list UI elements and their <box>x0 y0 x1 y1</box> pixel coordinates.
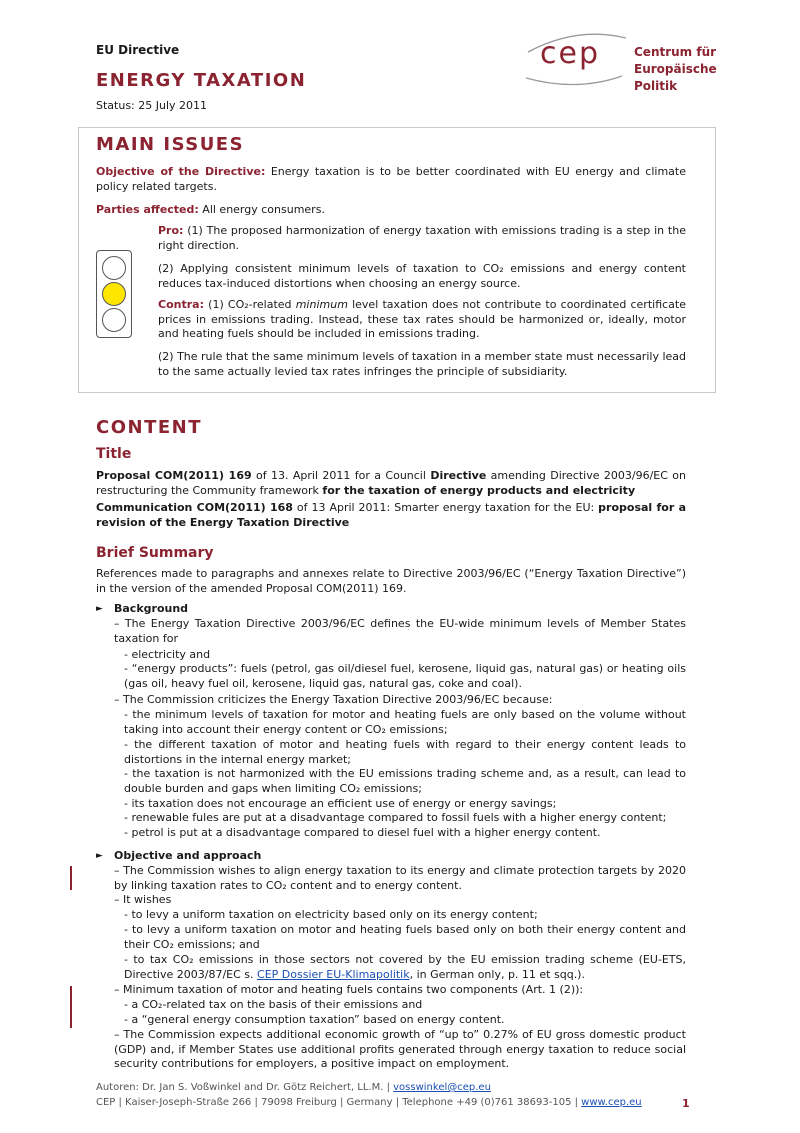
cep-logo <box>522 28 762 93</box>
objective-subitem-2c-text-b: , in German only, p. 11 et sqq.). <box>409 967 585 981</box>
document-status: Status: 25 July 2011 <box>96 99 208 112</box>
objective-item-4: – The Commission expects additional economic growth of “up to” 0.27% of EU gross domestic product (GDP) and, if Member States use additional profits generated through energy taxation to reduce social security contributions for employers, a positive impact on employment. <box>114 1028 686 1070</box>
objective-subitem-2b: - to levy a uniform taxation on motor and heating fuels based only on both their energy content and their CO₂ emissions; and <box>124 923 686 951</box>
parties-text: All energy consumers. <box>198 203 325 216</box>
objective-subitem-3b: - a “general energy consumption taxation” based on energy content. <box>124 1013 505 1026</box>
contra-text-1a: (1) CO₂-related <box>203 298 296 311</box>
logo-text <box>634 44 762 95</box>
objective-approach-heading: Objective and approach <box>114 849 262 862</box>
communication-bold: proposal for a revision of the Energy Taxation Directive <box>96 501 686 529</box>
objective-paragraph <box>96 165 686 194</box>
contra-paragraph-2: (2) The rule that the same minimum levels of taxation in a member state must necessarily lead to the same actually levied tax rates infringes the principle of subsidiarity. <box>158 350 686 378</box>
background-subitem-1b: - “energy products”: fuels (petrol, gas oil/diesel fuel, kerosene, liquid gas, natural gas) or heating oils (gas oil, heavy fuel oil, kerosene, liquid gas, natural gas, coke and coal). <box>124 662 686 690</box>
traffic-light-icon <box>96 250 132 338</box>
footer-authors <box>96 1082 491 1093</box>
change-marker <box>70 866 72 890</box>
title-heading: Title <box>96 446 132 462</box>
logo-line-2: Europäische Politik <box>634 62 717 93</box>
background-item-1: – The Energy Taxation Directive 2003/96/EC defines the EU-wide minimum levels of Member States taxation for <box>114 617 686 645</box>
pro-text-1: (1) The proposed harmonization of energy taxation with emissions trading is a step in the right direction. <box>158 224 686 252</box>
background-heading: Background <box>114 602 189 615</box>
document-title: ENERGY TAXATION <box>96 70 307 91</box>
proposal-text-b: amending Directive 2003/96/EC on restructuring the Community framework <box>96 469 686 497</box>
parties-label: Parties affected: <box>96 203 199 216</box>
background-subitem-2f: - petrol is put at a disadvantage compared to diesel fuel with a higher energy content. <box>124 826 601 839</box>
parties-paragraph <box>96 203 686 218</box>
communication-paragraph <box>96 501 686 530</box>
footer-website-link[interactable]: www.cep.eu <box>581 1097 642 1108</box>
communication-ref: Communication COM(2011) 168 <box>96 501 293 514</box>
proposal-paragraph <box>96 469 686 498</box>
traffic-light-red-lamp <box>102 256 126 280</box>
objective-subitem-2c-text-a: - to tax CO₂ emissions in those sectors not covered by the EU emission trading scheme (EU-ETS, Directive 2003/87/EC s. <box>124 953 686 981</box>
contra-label: Contra: <box>158 298 204 311</box>
communication-text: of 13 April 2011: Smarter energy taxation for the EU: <box>292 501 599 514</box>
objective-item-3: – Minimum taxation of motor and heating fuels contains two components (Art. 1 (2)): <box>114 983 584 996</box>
background-item-2: – The Commission criticizes the Energy Taxation Directive 2003/96/EC because: <box>114 693 553 706</box>
objective-label: Objective of the Directive: <box>96 165 266 178</box>
pro-paragraph-2: (2) Applying consistent minimum levels of taxation to CO₂ emissions and energy content reduces tax-induced distortions when choosing an energy source. <box>158 262 686 290</box>
pro-label: Pro: <box>158 224 184 237</box>
background-subitem-1a: - electricity and <box>124 648 211 661</box>
contra-paragraph-1 <box>158 298 686 342</box>
cep-dossier-link[interactable]: CEP Dossier EU-Klimapolitik <box>257 967 410 981</box>
proposal-directive: Directive <box>430 469 487 482</box>
background-subitem-2e: - renewable fules are put at a disadvantage compared to fossil fuels with a higher energy content; <box>124 811 667 824</box>
traffic-light-yellow-lamp <box>102 282 126 306</box>
objective-text: Energy taxation is to be better coordinated with EU energy and climate policy related targets. <box>96 165 686 193</box>
footer-authors-text: Autoren: Dr. Jan S. Voßwinkel and Dr. Götz Reichert, LL.M. | <box>96 1082 394 1093</box>
background-subitem-2d: - its taxation does not encourage an efficient use of energy or energy savings; <box>124 797 557 810</box>
proposal-ref: Proposal COM(2011) 169 <box>96 469 252 482</box>
objective-subitem-3a: - a CO₂-related tax on the basis of their emissions and <box>124 998 423 1011</box>
page-number: 1 <box>682 1097 690 1110</box>
footer-address-text: CEP | Kaiser-Joseph-Straße 266 | 79098 Freiburg | Germany | Telephone +49 (0)761 38693-105 | <box>96 1097 582 1108</box>
logo-letters: cep <box>540 36 600 71</box>
main-issues-heading: MAIN ISSUES <box>96 134 245 155</box>
summary-intro: References made to paragraphs and annexes relate to Directive 2003/96/EC (“Energy Taxation Directive”) in the version of the amended Proposal COM(2011) 169. <box>96 567 686 595</box>
footer-address <box>96 1097 642 1108</box>
arrow-bullet-icon: ► <box>96 604 103 614</box>
document-kicker: EU Directive <box>96 43 180 57</box>
footer-email-link[interactable]: vosswinkel@cep.eu <box>393 1082 491 1093</box>
background-subitem-2a: - the minimum levels of taxation for motor and heating fuels are only based on the volume without taking into account their energy content or CO₂ emissions; <box>124 708 686 736</box>
arrow-bullet-icon: ► <box>96 851 103 861</box>
traffic-light-green-lamp <box>102 308 126 332</box>
contra-text-1b: level taxation does not contribute to coordinated certificate prices in emissions trading. Instead, these tax rates should be harmonized or, ideally, motor and heating fuels should be included in emissions trading. <box>158 298 686 340</box>
objective-subitem-2c <box>124 953 686 982</box>
proposal-bold: for the taxation of energy products and electricity <box>322 483 636 497</box>
brief-summary-heading: Brief Summary <box>96 545 214 561</box>
background-subitem-2b: - the different taxation of motor and heating fuels with regard to their energy content leads to distortions in the internal energy market; <box>124 738 686 766</box>
logo-line-1: Centrum für <box>634 45 717 59</box>
content-heading: CONTENT <box>96 417 202 438</box>
background-subitem-2c: - the taxation is not harmonized with the EU emissions trading scheme and, as a result, can lead to double burden and gaps when limiting CO₂ emissions; <box>124 767 686 795</box>
change-marker <box>70 986 72 1028</box>
objective-subitem-2a: - to levy a uniform taxation on electricity based only on its energy content; <box>124 908 538 921</box>
proposal-text-a: of 13. April 2011 for a Council <box>251 469 431 482</box>
contra-text-emphasis: minimum <box>295 298 348 311</box>
objective-item-2: – It wishes <box>114 893 172 906</box>
objective-item-1: – The Commission wishes to align energy taxation to its energy and climate protection targets by 2020 by linking taxation rates to CO₂ content and to energy content. <box>114 864 686 892</box>
pro-paragraph-1 <box>158 224 686 253</box>
